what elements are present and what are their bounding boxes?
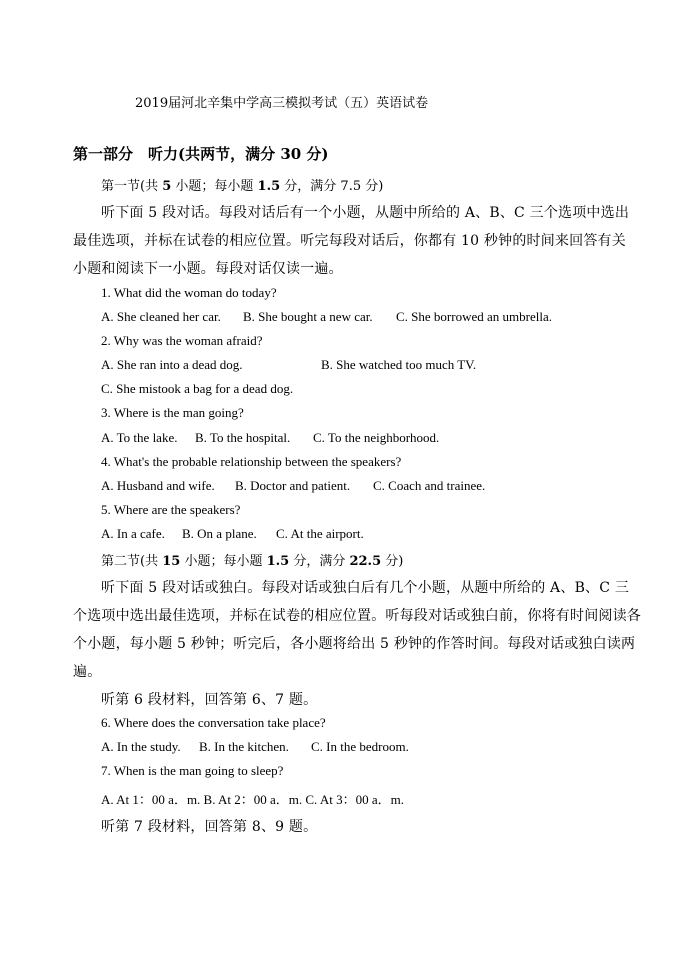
- section1-instruction-line: 小题和阅读下一小题。每段对话仅读一遍。: [73, 261, 343, 277]
- question-1-stem: 1. What did the woman do today?: [101, 285, 277, 300]
- question-5-stem: 5. Where are the speakers?: [101, 502, 241, 517]
- section1-heading-text: 分，满分 7.5 分): [280, 179, 384, 194]
- section2-total: 22.5: [349, 554, 382, 569]
- section2-heading-text: 小题；每小题: [180, 554, 267, 569]
- question-5-option-b: B. On a plane.: [182, 526, 257, 541]
- question-2-option-c: C. She mistook a bag for a dead dog.: [101, 381, 294, 396]
- question-7-stem: 7. When is the man going to sleep?: [101, 763, 284, 778]
- question-4-stem: 4. What's the probable relationship between the speakers?: [101, 454, 402, 469]
- section1-instruction-line: 听下面 5 段对话。每段对话后有一个小题，从题中所给的 A、B、C 三个选项中选出: [101, 205, 630, 221]
- question-2-stem: 2. Why was the woman afraid?: [101, 333, 263, 348]
- section2-instruction-line: 个小题，每小题 5 秒钟；听完后，各小题将给出 5 秒钟的作答时间。每段对话或独白读两: [73, 636, 636, 652]
- part1-heading: 第一部分 听力(共两节，满分 30 分): [73, 145, 329, 163]
- section1-heading-text: 第一节(共: [101, 179, 163, 194]
- question-6-option-a: A. In the study.: [101, 739, 181, 754]
- question-6-option-c: C. In the bedroom.: [311, 739, 409, 754]
- question-2-option-b: B. She watched too much TV.: [321, 357, 477, 372]
- question-1-option-c: C. She borrowed an umbrella.: [396, 309, 552, 324]
- material-6-prompt: 听第 6 段材料，回答第 6、7 题。: [101, 692, 318, 708]
- question-4-option-c: C. Coach and trainee.: [373, 478, 486, 493]
- question-5-option-a: A. In a cafe.: [101, 526, 165, 541]
- section2-heading: [101, 550, 403, 569]
- section2-instruction-line: 听下面 5 段对话或独白。每段对话或独白后有几个小题，从题中所给的 A、B、C 三: [101, 580, 630, 596]
- question-6-option-b: B. In the kitchen.: [199, 739, 289, 754]
- question-5-option-c: C. At the airport.: [276, 526, 364, 541]
- question-1-option-b: B. She bought a new car.: [243, 309, 373, 324]
- question-4-option-a: A. Husband and wife.: [101, 478, 215, 493]
- question-3-stem: 3. Where is the man going?: [101, 405, 244, 420]
- section2-heading-text: 分): [381, 554, 404, 569]
- question-4-option-b: B. Doctor and patient.: [235, 478, 351, 493]
- section1-instruction-line: 最佳选项，并标在试卷的相应位置。听完每段对话后，你都有 10 秒钟的时间来回答有关: [73, 233, 626, 249]
- question-3-option-b: B. To the hospital.: [195, 430, 291, 445]
- question-3-option-c: C. To the neighborhood.: [313, 430, 440, 445]
- question-6-stem: 6. Where does the conversation take place?: [101, 715, 326, 730]
- section2-score: 1.5: [266, 554, 290, 569]
- section1-count: 5: [162, 179, 172, 194]
- section2-instruction-line: 个选项中选出最佳选项，并标在试卷的相应位置。听每段对话或独白前，你将有时间阅读各: [73, 608, 641, 624]
- question-2-option-a: A. She ran into a dead dog.: [101, 357, 243, 372]
- section1-heading: [101, 175, 383, 194]
- material-7-prompt: 听第 7 段材料，回答第 8、9 题。: [101, 819, 318, 835]
- section1-heading-text: 小题；每小题: [171, 179, 258, 194]
- document-title: 2019届河北辛集中学高三模拟考试（五）英语试卷: [135, 96, 429, 111]
- question-3-option-a: A. To the lake.: [101, 430, 178, 445]
- section2-heading-text: 分，满分: [289, 554, 350, 569]
- section2-count: 15: [162, 554, 181, 569]
- section2-instruction-line: 遍。: [73, 664, 102, 680]
- question-1-option-a: A. She cleaned her car.: [101, 309, 221, 324]
- section1-score: 1.5: [257, 179, 281, 194]
- question-7-options: A. At 1：00 a．m. B. At 2：00 a．m. C. At 3：00 a．m.: [101, 792, 404, 807]
- section2-heading-text: 第二节(共: [101, 554, 163, 569]
